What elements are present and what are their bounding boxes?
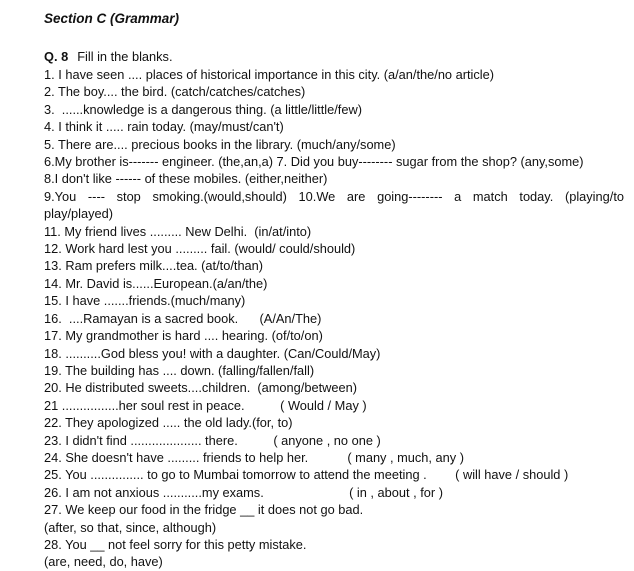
exercise-line-13: 13. Ram prefers milk....tea. (at/to/than) (44, 258, 264, 274)
exercise-line-12: 12. Work hard lest you ......... fail. (would/ could/should) (44, 241, 356, 257)
exercise-line-27: 27. We keep our food in the fridge __ it does not go bad. (44, 502, 364, 518)
exercise-line-28-options: (are, need, do, have) (44, 554, 163, 570)
exercise-line-10-continued: play/played) (44, 206, 114, 222)
exercise-line-6-7: 6.My brother is------- engineer. (the,an,a) 7. Did you buy-------- sugar from the shop? (any,some) (44, 154, 584, 170)
exercise-line-5: 5. There are.... precious books in the library. (much/any/some) (44, 136, 396, 152)
question-heading (44, 49, 173, 64)
exercise-line-21: 21 ................her soul rest in peace. ( Would / May ) (44, 397, 367, 413)
section-title: Section C (Grammar) (44, 11, 180, 26)
exercise-lines (44, 66, 624, 571)
exercise-line-1: 1. I have seen .... places of historical importance in this city. (a/an/the/no article) (44, 67, 495, 82)
exercise-line-22: 22. They apologized ..... the old lady.(for, to) (44, 415, 293, 431)
exercise-line-9-10: 9.You ---- stop smoking.(would,should) 10.We are going-------- a match today. (playing/to (44, 188, 624, 204)
exercise-line-28: 28. You __ not feel sorry for this petty mistake. (44, 536, 307, 552)
exercise-line-19: 19. The building has .... down. (falling/fallen/fall) (44, 362, 315, 378)
question-instruction: Fill in the blanks. (77, 49, 173, 64)
exercise-line-17: 17. My grandmother is hard .... hearing. (of/to/on) (44, 328, 323, 344)
exercise-line-27-options: (after, so that, since, although) (44, 519, 217, 535)
exercise-line-15: 15. I have .......friends.(much/many) (44, 293, 246, 309)
exercise-line-4: 4. I think it ..... rain today. (may/must/can't) (44, 119, 284, 135)
exercise-line-3: 3. ......knowledge is a dangerous thing. (a little/little/few) (44, 101, 362, 117)
exercise-line-16: 16. ....Ramayan is a sacred book. (A/An/The) (44, 310, 322, 326)
exercise-line-14: 14. Mr. David is......European.(a/an/the) (44, 275, 268, 291)
exercise-line-24: 24. She doesn't have ......... friends to help her. ( many , much, any ) (44, 449, 464, 465)
exercise-line-11: 11. My friend lives ......... New Delhi. (in/at/into) (44, 223, 312, 239)
exercise-line-18: 18. ..........God bless you! with a daughter. (Can/Could/May) (44, 345, 381, 361)
question-number: Q. 8 (44, 49, 69, 64)
exercise-line-23: 23. I didn't find .................... there. ( anyone , no one ) (44, 432, 381, 448)
exercise-line-25: 25. You ............... to go to Mumbai tomorrow to attend the meeting . ( will have / should ) (44, 467, 569, 483)
exercise-line-20: 20. He distributed sweets....children. (among/between) (44, 380, 357, 396)
exercise-line-8: 8.I don't like ------ of these mobiles. (either,neither) (44, 171, 328, 187)
exercise-line-2: 2. The boy.... the bird. (catch/catches/catches) (44, 84, 306, 100)
exercise-line-26: 26. I am not anxious ...........my exams. ( in , about , for ) (44, 484, 443, 500)
